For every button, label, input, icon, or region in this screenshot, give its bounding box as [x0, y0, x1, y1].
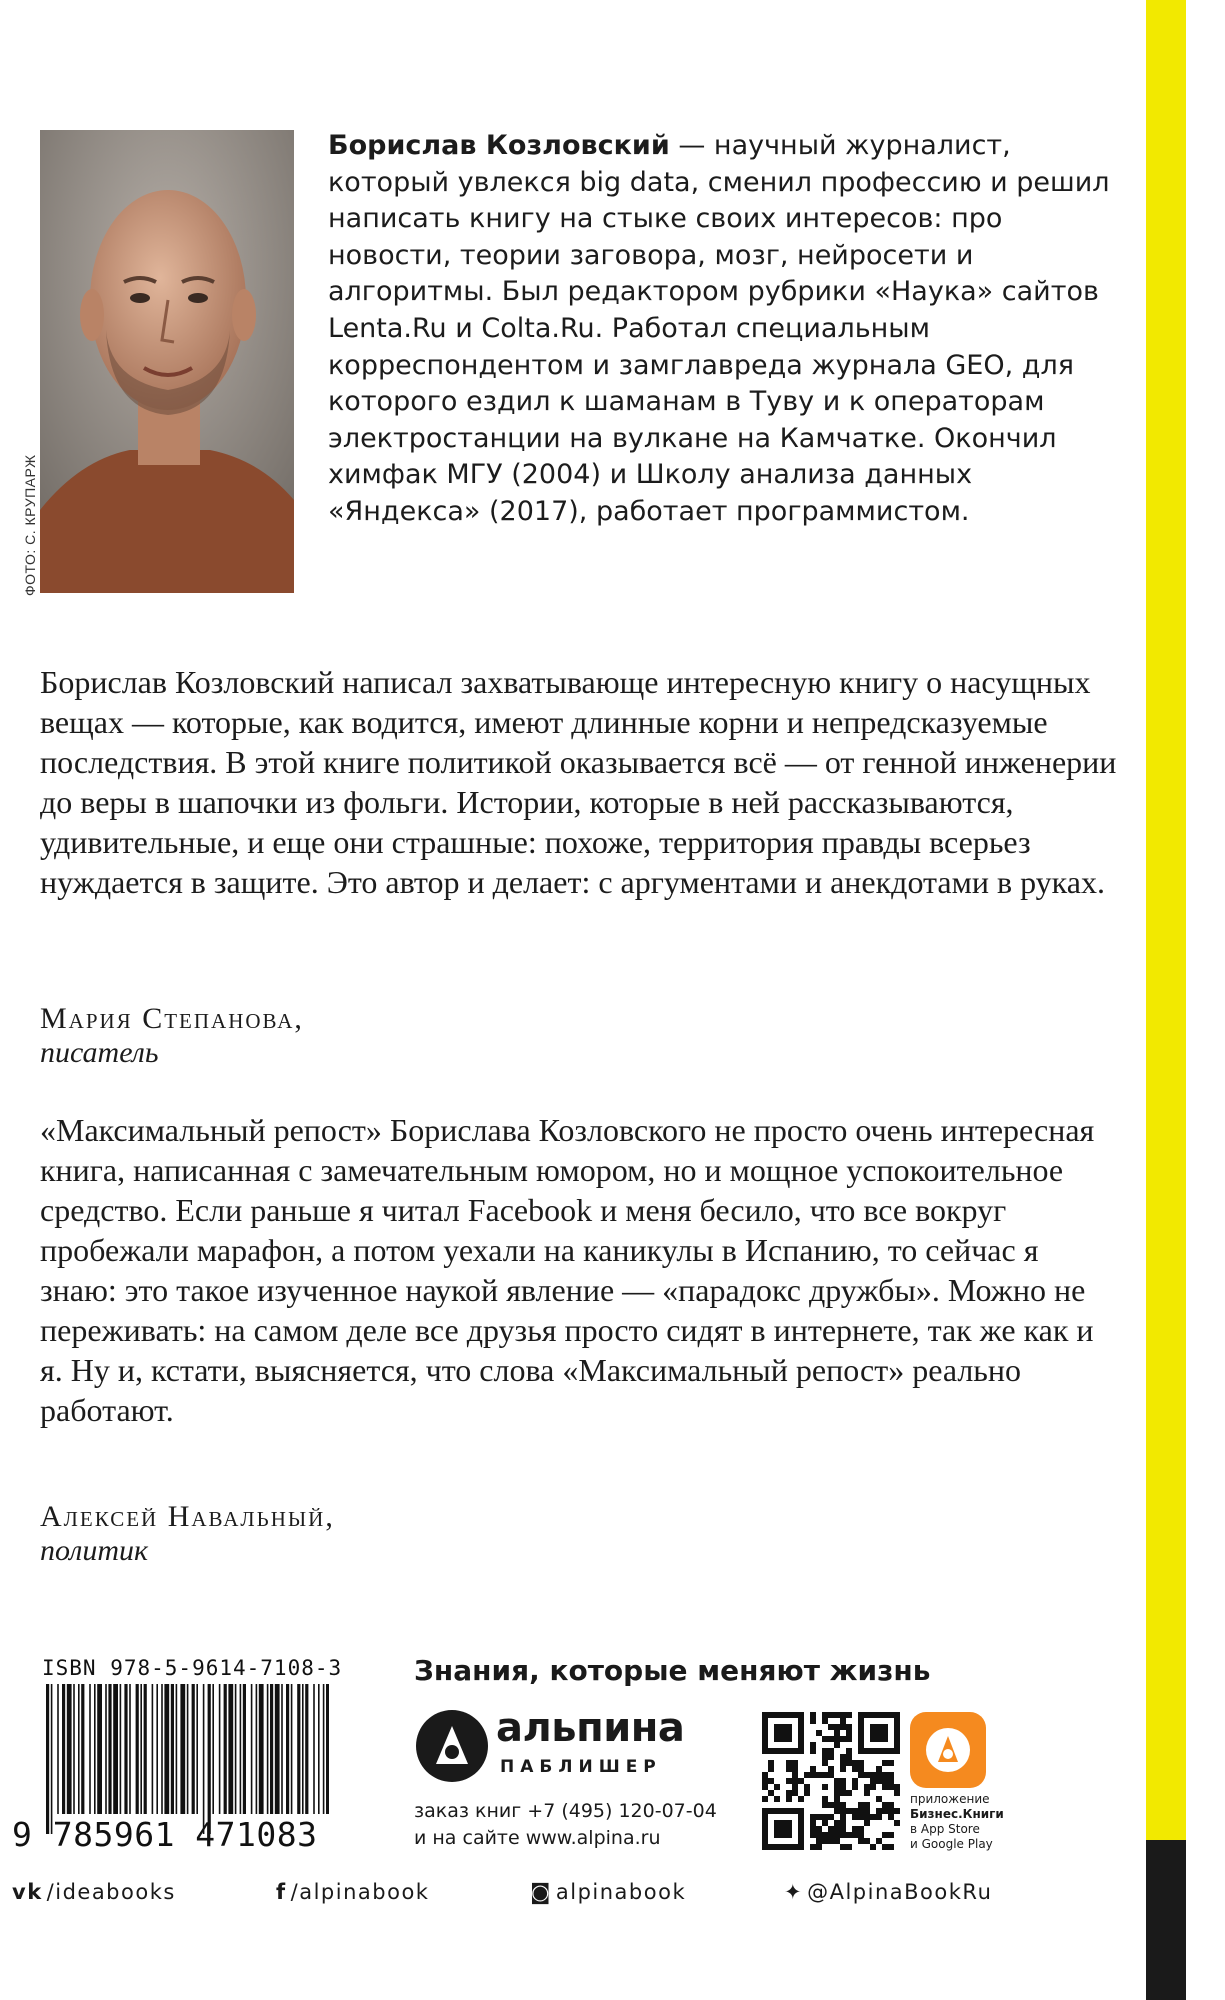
bio-text: — научный журналист, который увлекся big data, сменил профессию и решил написать книгу на стыке своих интересов: про новости, теории заговора, мозг, нейросети и алгоритмы. Был редактором рубрики «Наука» сайтов Lenta.Ru и Colta.Ru. Работал специальным корреспондентом и замглавреда журнала GEO, для которого ездил к шаманам в Туву и к операторам электростанции на вулкане на Камчатке. Окончил химфак МГУ (2004) и Школу анализа данных «Яндекса» (2017), работает программистом. [328, 130, 1110, 527]
barcode-bar [212, 1684, 214, 1814]
barcode-bar [208, 1684, 211, 1834]
barcode-bar [171, 1684, 174, 1814]
barcode-bar [313, 1684, 315, 1814]
facebook-icon: f [276, 1880, 287, 1904]
barcode-bar [318, 1684, 320, 1814]
photo-credit: ФОТО: С. КРУПАРЖ [22, 454, 38, 596]
barcode-bar [57, 1684, 59, 1814]
barcode-bar [297, 1684, 300, 1814]
barcode-bar [281, 1684, 283, 1814]
barcode-bar [113, 1684, 118, 1814]
barcode-bar [78, 1684, 80, 1814]
barcode-bar [267, 1684, 269, 1814]
review-author-name: Алексей Навальный, [40, 1500, 335, 1533]
app-store-text [910, 1792, 1030, 1852]
barcode-bar [302, 1684, 304, 1814]
barcode-bar [129, 1684, 131, 1814]
barcode-bar [224, 1684, 227, 1814]
review-author-role: политик [40, 1534, 149, 1567]
barcode-bar [305, 1684, 308, 1814]
barcode-bar [51, 1684, 53, 1834]
barcode-bar [219, 1684, 221, 1814]
social-link-twitter[interactable] [784, 1880, 992, 1904]
publisher-logo-icon [414, 1708, 490, 1784]
isbn-label: ISBN 978-5-9614-7108-3 [42, 1656, 343, 1680]
social-links [0, 1880, 1146, 1910]
barcode-bar [144, 1684, 147, 1814]
barcode-bar [275, 1684, 280, 1814]
barcode-bar [161, 1684, 163, 1814]
barcode-bar [291, 1684, 293, 1814]
barcode-bar [256, 1684, 258, 1814]
barcode-bar [176, 1684, 178, 1814]
order-info [414, 1798, 717, 1852]
barcode-bar [136, 1684, 139, 1814]
barcode-bar [89, 1684, 91, 1814]
app-name: Бизнес.Книги [910, 1807, 1004, 1821]
barcode-bar [164, 1684, 169, 1814]
social-link-instagram[interactable] [530, 1880, 686, 1904]
social-handle: /ideabooks [46, 1880, 176, 1904]
barcode-bar [240, 1684, 242, 1814]
review-author-name: Мария Степанова, [40, 1002, 304, 1035]
barcode-digits: 9 785961 471083 [12, 1815, 318, 1854]
barcode-bar [228, 1684, 233, 1814]
twitter-icon: ✦ [784, 1880, 804, 1904]
barcode-bar [120, 1684, 122, 1814]
barcode-bar [46, 1684, 49, 1834]
barcode-bar [180, 1684, 185, 1814]
order-phone: заказ книг +7 (495) 120-07-04 [414, 1800, 717, 1822]
barcode-bar [286, 1684, 289, 1814]
app-logo-icon[interactable] [910, 1712, 986, 1788]
barcode-bar [140, 1684, 142, 1814]
barcode-bar [105, 1684, 107, 1814]
author-bio [328, 128, 1118, 531]
barcode-bar [235, 1684, 237, 1814]
publisher-sub: ПАБЛИШЕР [500, 1757, 662, 1777]
barcode-bar [97, 1684, 102, 1814]
review-quote: «Максимальный репост» Борислава Козловского не просто очень интересная книга, написанная с замечательным юмором, но и мощное успокоительное средство. Если раньше я читал Facebook и меня бесило, что все вокруг пробежали марафон, а потом уехали на каникулы в Испанию, то сейчас я знаю: это такое изученное наукой явление — «парадокс дружбы». Можно не переживать: на самом деле все друзья просто сидят в интернете, так же как и я. Ну и, кстати, выясняется, что слова «Максимальный репост» реально работают. [40, 1112, 1095, 1428]
qr-code[interactable] [762, 1712, 900, 1850]
barcode-bar [108, 1684, 111, 1814]
barcode-bar [196, 1684, 198, 1814]
app-line: в App Store [910, 1822, 980, 1836]
social-handle: @AlpinaBookRu [807, 1880, 993, 1904]
spine-yellow-strip [1146, 0, 1186, 1840]
barcode-bar [67, 1684, 72, 1814]
barcode-bar [270, 1684, 273, 1814]
barcode-bar [251, 1684, 253, 1814]
app-line: и Google Play [910, 1837, 993, 1851]
publisher-name: альпина [496, 1705, 685, 1751]
barcode-bar [326, 1684, 329, 1814]
barcode-bar [152, 1684, 154, 1814]
barcode-bar [124, 1684, 127, 1814]
barcode [44, 1684, 329, 1834]
publisher-tagline: Знания, которые меняют жизнь [414, 1654, 931, 1687]
review-quote: Борислав Козловский написал захватывающе интересную книгу о насущных вещах — которые, как водится, имеют длинные корни и непредсказуемые последствия. В этой книге политикой оказывается всё — от генной инженерии до веры в шапочки из фольги. Истории, которые в ней рассказываются, удивительные, и еще они страшные: похоже, территория правды всерьез нуждается в защите. Это автор и делает: с аргументами и анекдотами в руках. [40, 664, 1117, 900]
barcode-bar [62, 1684, 65, 1814]
barcode-bar [203, 1684, 205, 1834]
social-link-vk[interactable] [12, 1880, 176, 1904]
barcode-bar [243, 1684, 246, 1814]
review-author-role: писатель [40, 1036, 159, 1069]
app-line: приложение [910, 1792, 990, 1806]
barcode-bar [94, 1684, 96, 1814]
barcode-bar [323, 1684, 325, 1814]
author-name: Борислав Козловский [328, 130, 670, 161]
vk-icon: vk [12, 1880, 43, 1904]
social-handle: /alpinabook [290, 1880, 430, 1904]
spine-black-strip [1146, 1840, 1186, 2000]
barcode-bar [156, 1684, 158, 1814]
instagram-icon: ◙ [530, 1880, 552, 1904]
order-site[interactable]: и на сайте www.alpina.ru [414, 1827, 661, 1849]
barcode-bar [73, 1684, 75, 1814]
barcode-bar [259, 1684, 264, 1814]
barcode-bar [187, 1684, 189, 1814]
author-photo [40, 130, 294, 593]
social-handle: alpinabook [555, 1880, 687, 1904]
social-link-facebook[interactable] [276, 1880, 429, 1904]
barcode-bar [81, 1684, 84, 1814]
barcode-bar [192, 1684, 195, 1814]
